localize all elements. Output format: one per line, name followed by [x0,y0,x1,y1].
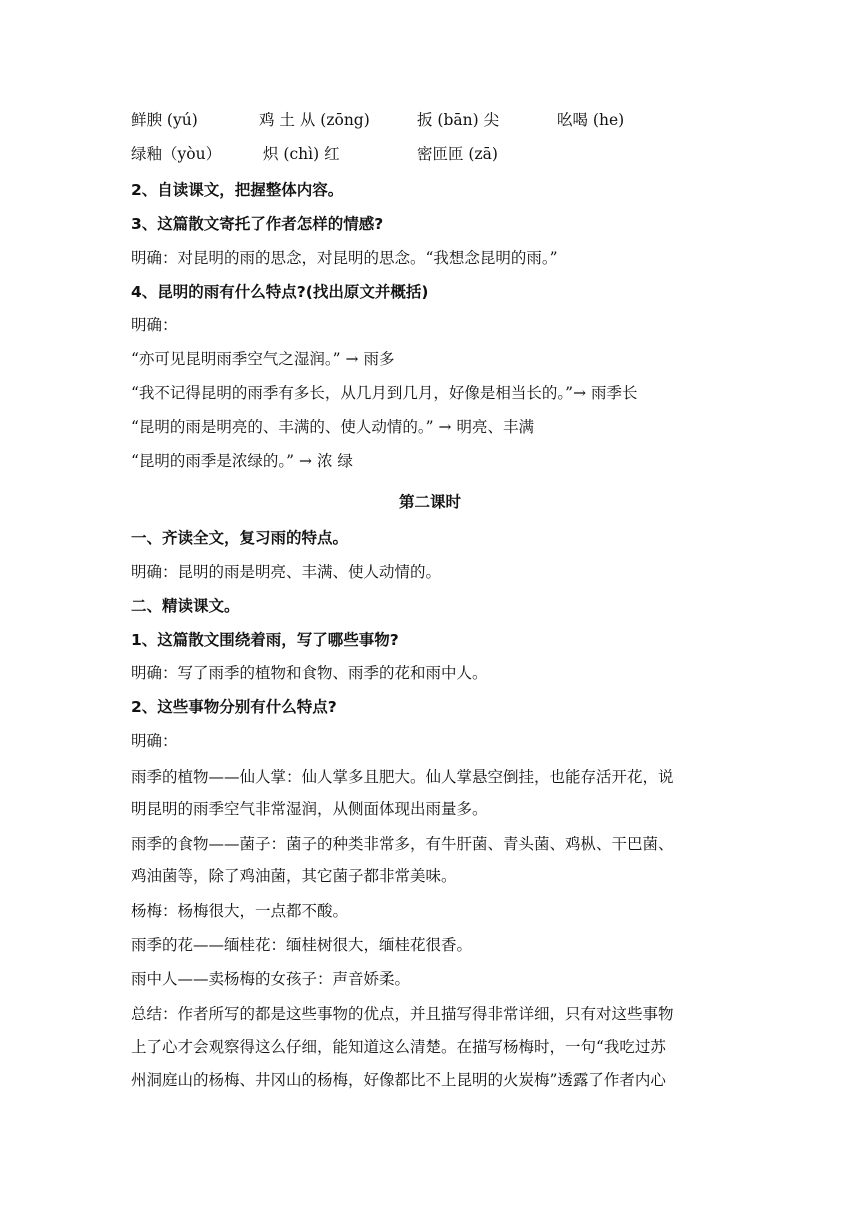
quote-line: “亦可见昆明雨季空气之湿润。” → 雨多 [131,350,395,368]
answer-text: 明确：昆明的雨是明亮、丰满、使人动情的。 [131,563,442,581]
vocab-row-1 [131,110,731,130]
summary-line: 州洞庭山的杨梅、井冈山的杨梅，好像都比不上昆明的火炭梅”透露了作者内心 [131,1071,666,1089]
question-heading: 2、这些事物分别有什么特点? [131,698,337,716]
vocab-item: 密匝匝 (zā) [417,145,498,163]
paragraph-line: 明昆明的雨季空气非常湿润，从侧面体现出雨量多。 [131,800,488,818]
summary-line: 上了心才会观察得这么仔细，能知道这么清楚。在描写杨梅时，一句“我吃过苏 [131,1038,666,1056]
vocab-item: 鲜腴 (yú) [131,111,198,129]
vocab-item: 扳 (bān) 尖 [417,111,500,129]
vocab-item: 鸡 土 从 (zōng) [259,111,370,129]
step-heading: 一、齐读全文，复习雨的特点。 [131,529,349,547]
vocab-item: 吆喝 (he) [557,111,625,129]
question-heading: 4、昆明的雨有什么特点?(找出原文并概括) [131,283,429,301]
quote-line: “昆明的雨季是浓绿的。” → 浓 绿 [131,452,353,470]
paragraph-line: 雨季的植物——仙人掌：仙人掌多且肥大。仙人掌悬空倒挂，也能存活开花，说 [131,768,674,786]
vocab-item: 绿釉（yòu） [131,145,222,163]
answer-label: 明确： [131,316,178,334]
vocab-row-2 [131,144,731,164]
question-heading: 3、这篇散文寄托了作者怎样的情感? [131,215,384,233]
paragraph-line: 雨季的花——缅桂花：缅桂树很大，缅桂花很香。 [131,936,473,954]
summary-line: 总结：作者所写的都是这些事物的优点，并且描写得非常详细，只有对这些事物 [131,1005,674,1023]
step-heading: 二、精读课文。 [131,597,240,615]
paragraph-line: 雨中人——卖杨梅的女孩子：声音娇柔。 [131,970,411,988]
section-title: 第二课时 [398,493,461,511]
answer-text: 明确：对昆明的雨的思念，对昆明的思念。“我想念昆明的雨。” [131,249,558,267]
paragraph-line: 杨梅：杨梅很大，一点都不酸。 [131,902,349,920]
question-heading: 1、这篇散文围绕着雨，写了哪些事物? [131,631,399,649]
quote-line: “昆明的雨是明亮的、丰满的、使人动情的。” → 明亮、丰满 [131,418,534,436]
answer-text: 明确：写了雨季的植物和食物、雨季的花和雨中人。 [131,664,488,682]
quote-line: “我不记得昆明的雨季有多长，从几月到几月，好像是相当长的。”→ 雨季长 [131,384,638,402]
paragraph-line: 雨季的食物——菌子：菌子的种类非常多，有牛肝菌、青头菌、鸡枞、干巴菌、 [131,835,674,853]
vocab-item: 炽 (chì) 红 [263,145,340,163]
paragraph-line: 鸡油菌等，除了鸡油菌，其它菌子都非常美味。 [131,867,457,885]
answer-label: 明确： [131,732,178,750]
question-heading: 2、自读课文，把握整体内容。 [131,181,344,199]
